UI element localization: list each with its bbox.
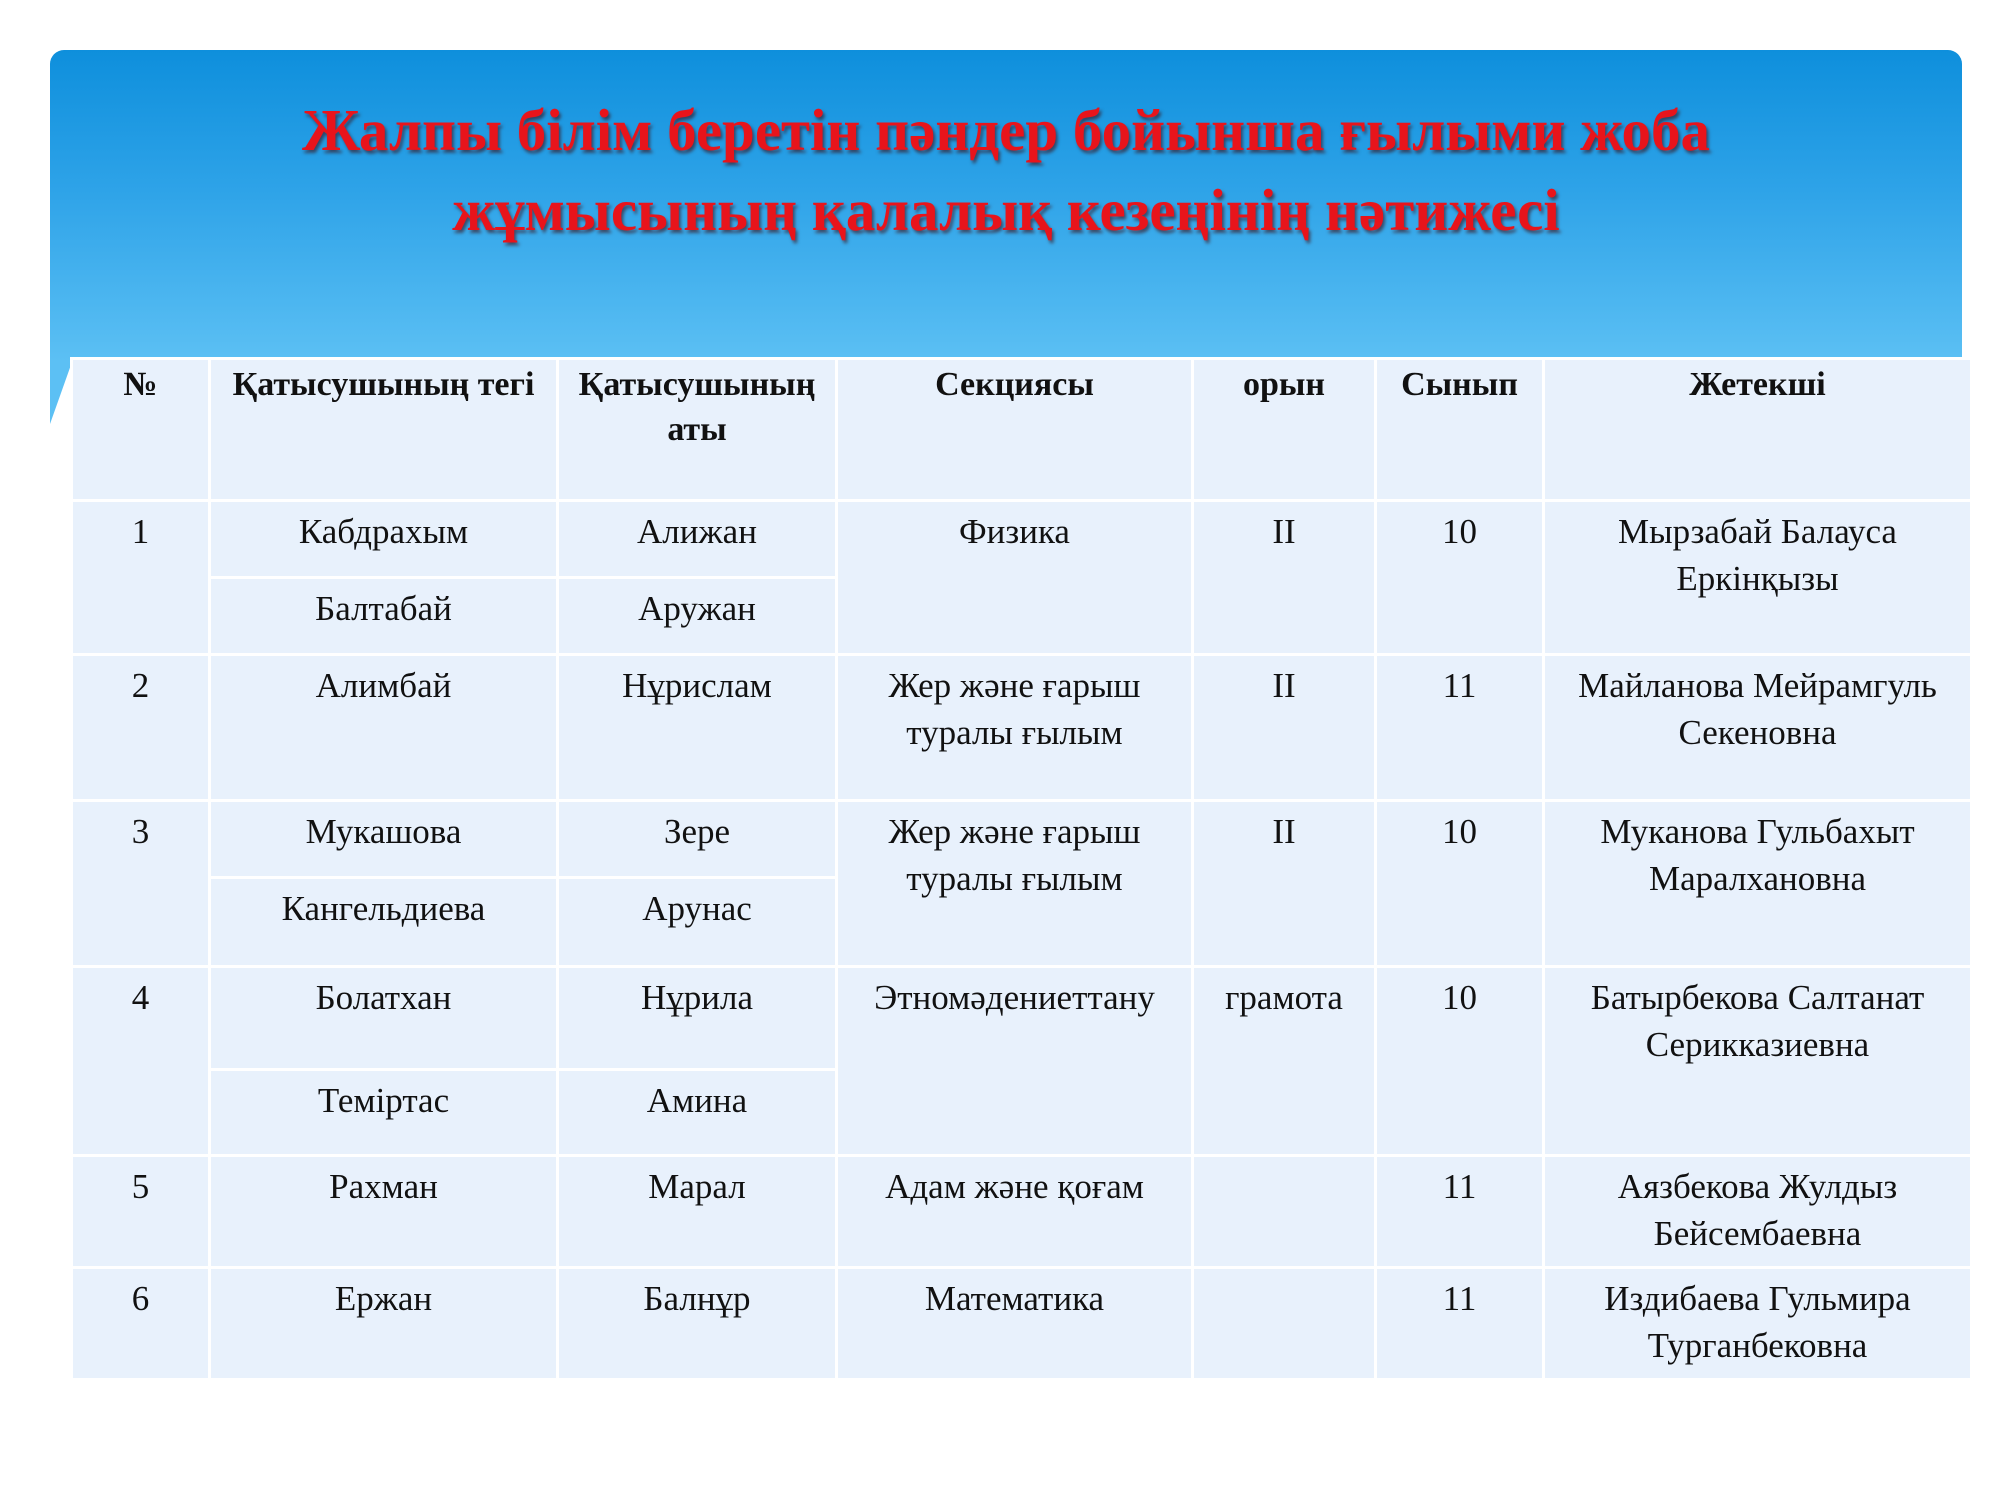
cell-place	[1193, 1156, 1376, 1268]
header-surname: Қатысушының тегі	[210, 359, 558, 501]
cell-name: Марал	[558, 1156, 837, 1268]
cell-grade: 10	[1376, 967, 1544, 1156]
cell-surname: Рахман	[210, 1156, 558, 1268]
cell-name: Амина	[558, 1070, 837, 1156]
cell-grade: 11	[1376, 1156, 1544, 1268]
cell-place	[1193, 1268, 1376, 1380]
cell-surname: Балтабай	[210, 578, 558, 655]
cell-section: Физика	[837, 501, 1193, 655]
cell-place: грамота	[1193, 967, 1376, 1156]
table-row	[72, 801, 1972, 878]
cell-supervisor: Издибаева Гульмира Турганбековна	[1544, 1268, 1972, 1380]
cell-supervisor: Аязбекова Жулдыз Бейсембаевна	[1544, 1156, 1972, 1268]
cell-supervisor: Майланова Мейрамгуль Секеновна	[1544, 655, 1972, 801]
cell-surname: Кабдрахым	[210, 501, 558, 578]
cell-name: Балнұр	[558, 1268, 837, 1380]
header-number: №	[72, 359, 210, 501]
cell-name: Арунас	[558, 878, 837, 967]
page-title	[50, 90, 1962, 250]
cell-grade: 10	[1376, 501, 1544, 655]
table-header-row	[72, 359, 1972, 501]
cell-surname: Болатхан	[210, 967, 558, 1070]
cell-supervisor: Батырбекова Салтанат Серикказиевна	[1544, 967, 1972, 1156]
cell-number: 2	[72, 655, 210, 801]
results-table	[70, 357, 1973, 1381]
cell-grade: 10	[1376, 801, 1544, 967]
table-row	[72, 501, 1972, 578]
cell-name: Аружан	[558, 578, 837, 655]
cell-number: 6	[72, 1268, 210, 1380]
table-row	[72, 1268, 1972, 1380]
header-place: орын	[1193, 359, 1376, 501]
cell-section: Этномәдениеттану	[837, 967, 1193, 1156]
cell-surname: Мукашова	[210, 801, 558, 878]
cell-section: Жер және ғарыш туралы ғылым	[837, 655, 1193, 801]
cell-name: Нұрислам	[558, 655, 837, 801]
banner-tail	[50, 362, 72, 424]
table-row	[72, 967, 1972, 1070]
cell-surname: Ержан	[210, 1268, 558, 1380]
table-row	[72, 1156, 1972, 1268]
cell-name: Нұрила	[558, 967, 837, 1070]
cell-number: 4	[72, 967, 210, 1156]
cell-place: II	[1193, 801, 1376, 967]
header-name: Қатысушының аты	[558, 359, 837, 501]
header-grade: Сынып	[1376, 359, 1544, 501]
cell-supervisor: Муканова Гульбахыт Маралхановна	[1544, 801, 1972, 967]
cell-place: II	[1193, 655, 1376, 801]
cell-supervisor: Мырзабай Балауса Еркінқызы	[1544, 501, 1972, 655]
cell-surname: Кангельдиева	[210, 878, 558, 967]
header-supervisor: Жетекші	[1544, 359, 1972, 501]
page-title-line-2: жұмысының қалалық кезеңінің нәтижесі	[452, 177, 1560, 243]
cell-surname: Теміртас	[210, 1070, 558, 1156]
cell-name: Зере	[558, 801, 837, 878]
table-row	[72, 655, 1972, 801]
cell-section: Математика	[837, 1268, 1193, 1380]
cell-number: 3	[72, 801, 210, 967]
cell-grade: 11	[1376, 655, 1544, 801]
cell-number: 5	[72, 1156, 210, 1268]
page-title-line-1: Жалпы білім беретін пәндер бойынша ғылыми жоба	[301, 97, 1711, 163]
cell-surname: Алимбай	[210, 655, 558, 801]
cell-number: 1	[72, 501, 210, 655]
cell-section: Жер және ғарыш туралы ғылым	[837, 801, 1193, 967]
cell-section: Адам және қоғам	[837, 1156, 1193, 1268]
cell-grade: 11	[1376, 1268, 1544, 1380]
cell-place: II	[1193, 501, 1376, 655]
header-section: Секциясы	[837, 359, 1193, 501]
cell-name: Алижан	[558, 501, 837, 578]
